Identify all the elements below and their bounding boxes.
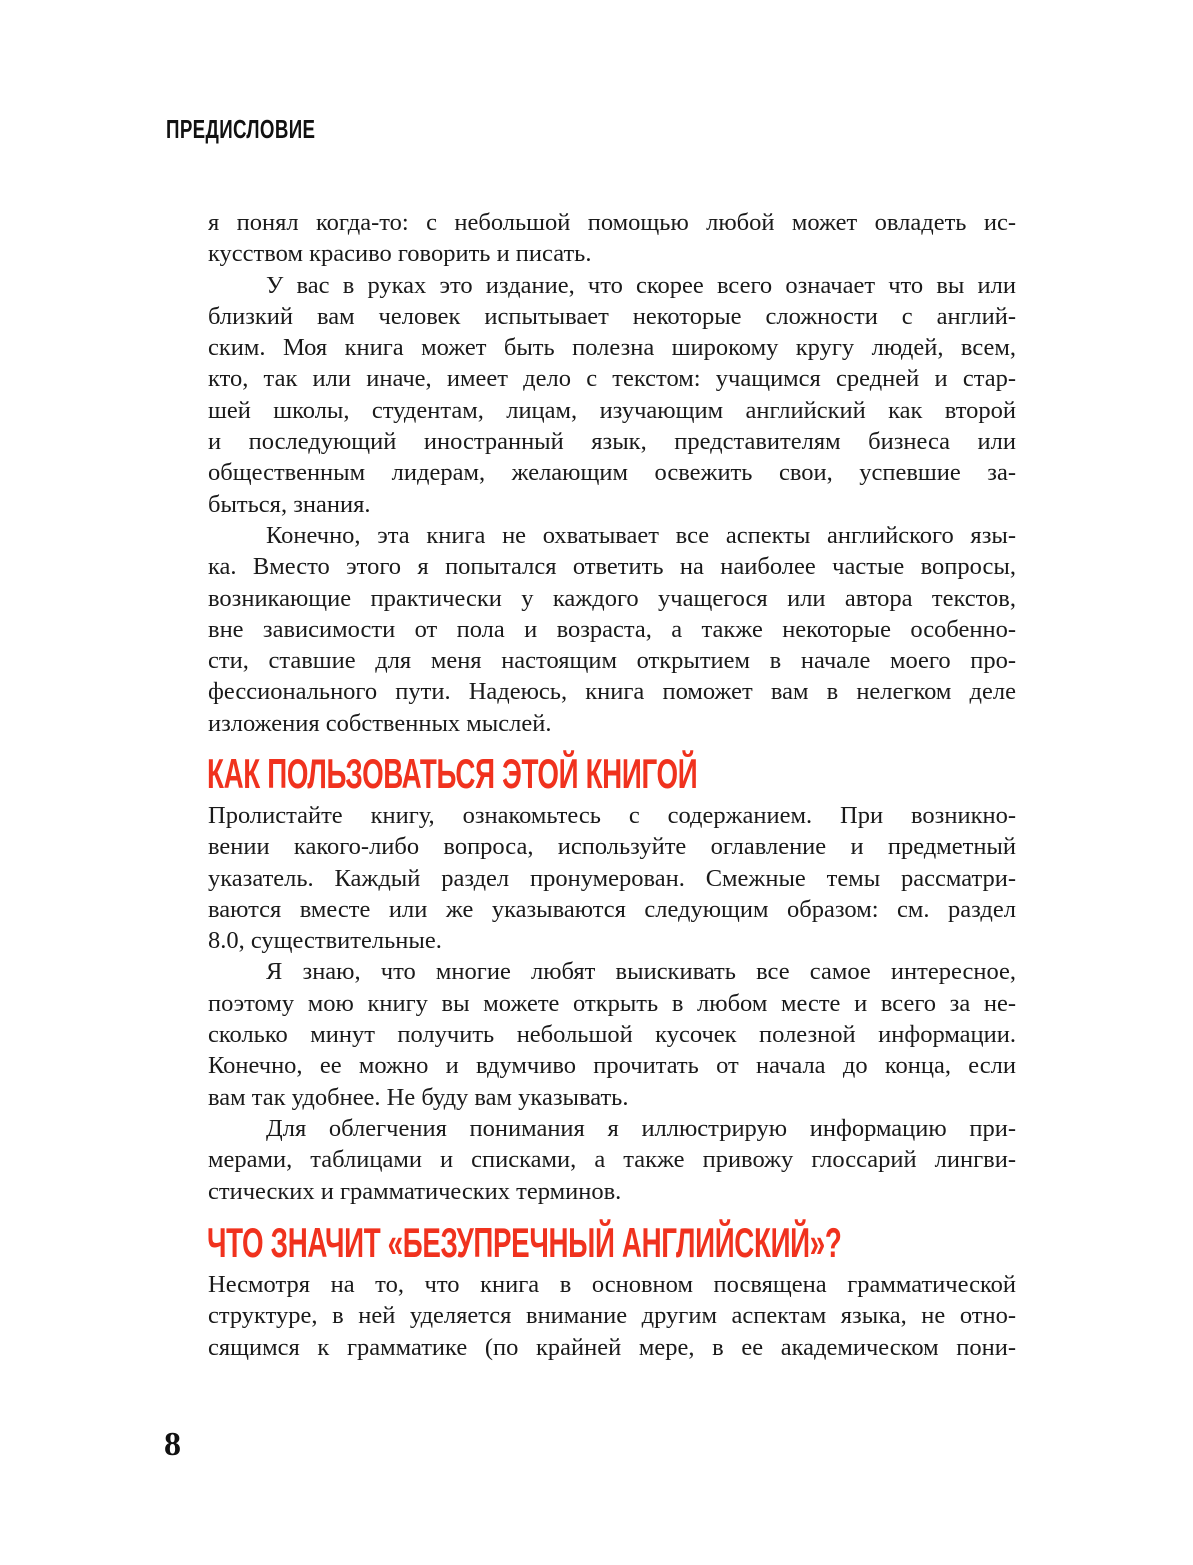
section-heading-flawless-english: ЧТО ЗНАЧИТ «БЕЗУПРЕЧНЫЙ АНГЛИЙСКИЙ»? <box>207 1219 842 1266</box>
text-line: близкий вам человек испытывает некоторые сложности с англий- <box>208 302 1016 330</box>
how-to-use-text <box>208 800 1016 1207</box>
text-line: возникающие практически у каждого учащегося или автора текстов, <box>208 584 1016 612</box>
text-line: Я знаю, что многие любят выискивать все самое интересное, <box>266 958 1016 986</box>
text-line: общественным лидерам, желающим освежить свои, успевшие за- <box>208 459 1016 487</box>
text-line: Несмотря на то, что книга в основном посвящена грамматической <box>208 1271 1016 1298</box>
text-line: я понял когда-то: с небольшой помощью любой может овладеть ис- <box>208 209 1016 236</box>
text-line: сколько минут получить небольшой кусочек полезной информации. <box>208 1021 1016 1049</box>
text-line: сящимся к грамматике (по крайней мере, в ее академическом пони- <box>208 1333 1016 1361</box>
text-line: сти, ставшие для меня настоящим открытием в начале моего про- <box>208 647 1016 675</box>
text-line: ским. Моя книга может быть полезна широкому кругу людей, всем, <box>208 334 1016 362</box>
text-line: кусством красиво говорить и писать. <box>208 240 592 268</box>
flawless-english-text <box>208 1269 1016 1363</box>
text-line: изложения собственных мыслей. <box>208 709 552 737</box>
text-line: ка. Вместо этого я попытался ответить на наиболее частые вопросы, <box>208 553 1016 581</box>
text-line: вам так удобнее. Не буду вам указывать. <box>208 1083 629 1111</box>
running-head: ПРЕДИСЛОВИЕ <box>166 114 316 144</box>
text-line: Пролистайте книгу, ознакомьтесь с содержанием. При возникно- <box>208 802 1016 829</box>
text-line: Конечно, эта книга не охватывает все аспекты английского язы- <box>266 521 1016 549</box>
text-line: Конечно, ее можно и вдумчиво прочитать от начала до конца, если <box>208 1052 1016 1080</box>
text-line: быться, знания. <box>208 490 371 518</box>
section-heading-how-to-use: КАК ПОЛЬЗОВАТЬСЯ ЭТОЙ КНИГОЙ <box>207 750 698 797</box>
text-line: и последующий иностранный язык, представителям бизнеса или <box>208 428 1016 456</box>
text-line: шей школы, студентам, лицам, изучающим английский как второй <box>208 396 1016 424</box>
text-line: Для облегчения понимания я иллюстрирую информацию при- <box>266 1114 1016 1142</box>
text-line: мерами, таблицами и списками, а также привожу глоссарий лингви- <box>208 1146 1016 1174</box>
text-line: структуре, в ней уделяется внимание другим аспектам языка, не отно- <box>208 1302 1016 1330</box>
text-line: вне зависимости от пола и возраста, а также некоторые особенно- <box>208 615 1016 643</box>
text-line: ваются вместе или же указываются следующим образом: см. раздел <box>208 895 1016 923</box>
text-line: стических и грамматических терминов. <box>208 1177 622 1205</box>
text-line: поэтому мою книгу вы можете открыть в любом месте и всего за не- <box>208 989 1016 1017</box>
text-line: У вас в руках это издание, что скорее всего означает что вы или <box>266 271 1016 299</box>
text-line: вении какого-либо вопроса, используйте оглавление и предметный <box>208 833 1016 861</box>
text-line: кто, так или иначе, имеет дело с текстом: учащимся средней и стар- <box>208 365 1016 393</box>
text-line: указатель. Каждый раздел пронумерован. Смежные темы рассматри- <box>208 864 1016 892</box>
text-line: фессионального пути. Надеюсь, книга поможет вам в нелегком деле <box>208 678 1016 706</box>
text-line: 8.0, существительные. <box>208 927 442 955</box>
intro-text <box>208 207 1016 739</box>
page-number: 8 <box>164 1426 181 1463</box>
